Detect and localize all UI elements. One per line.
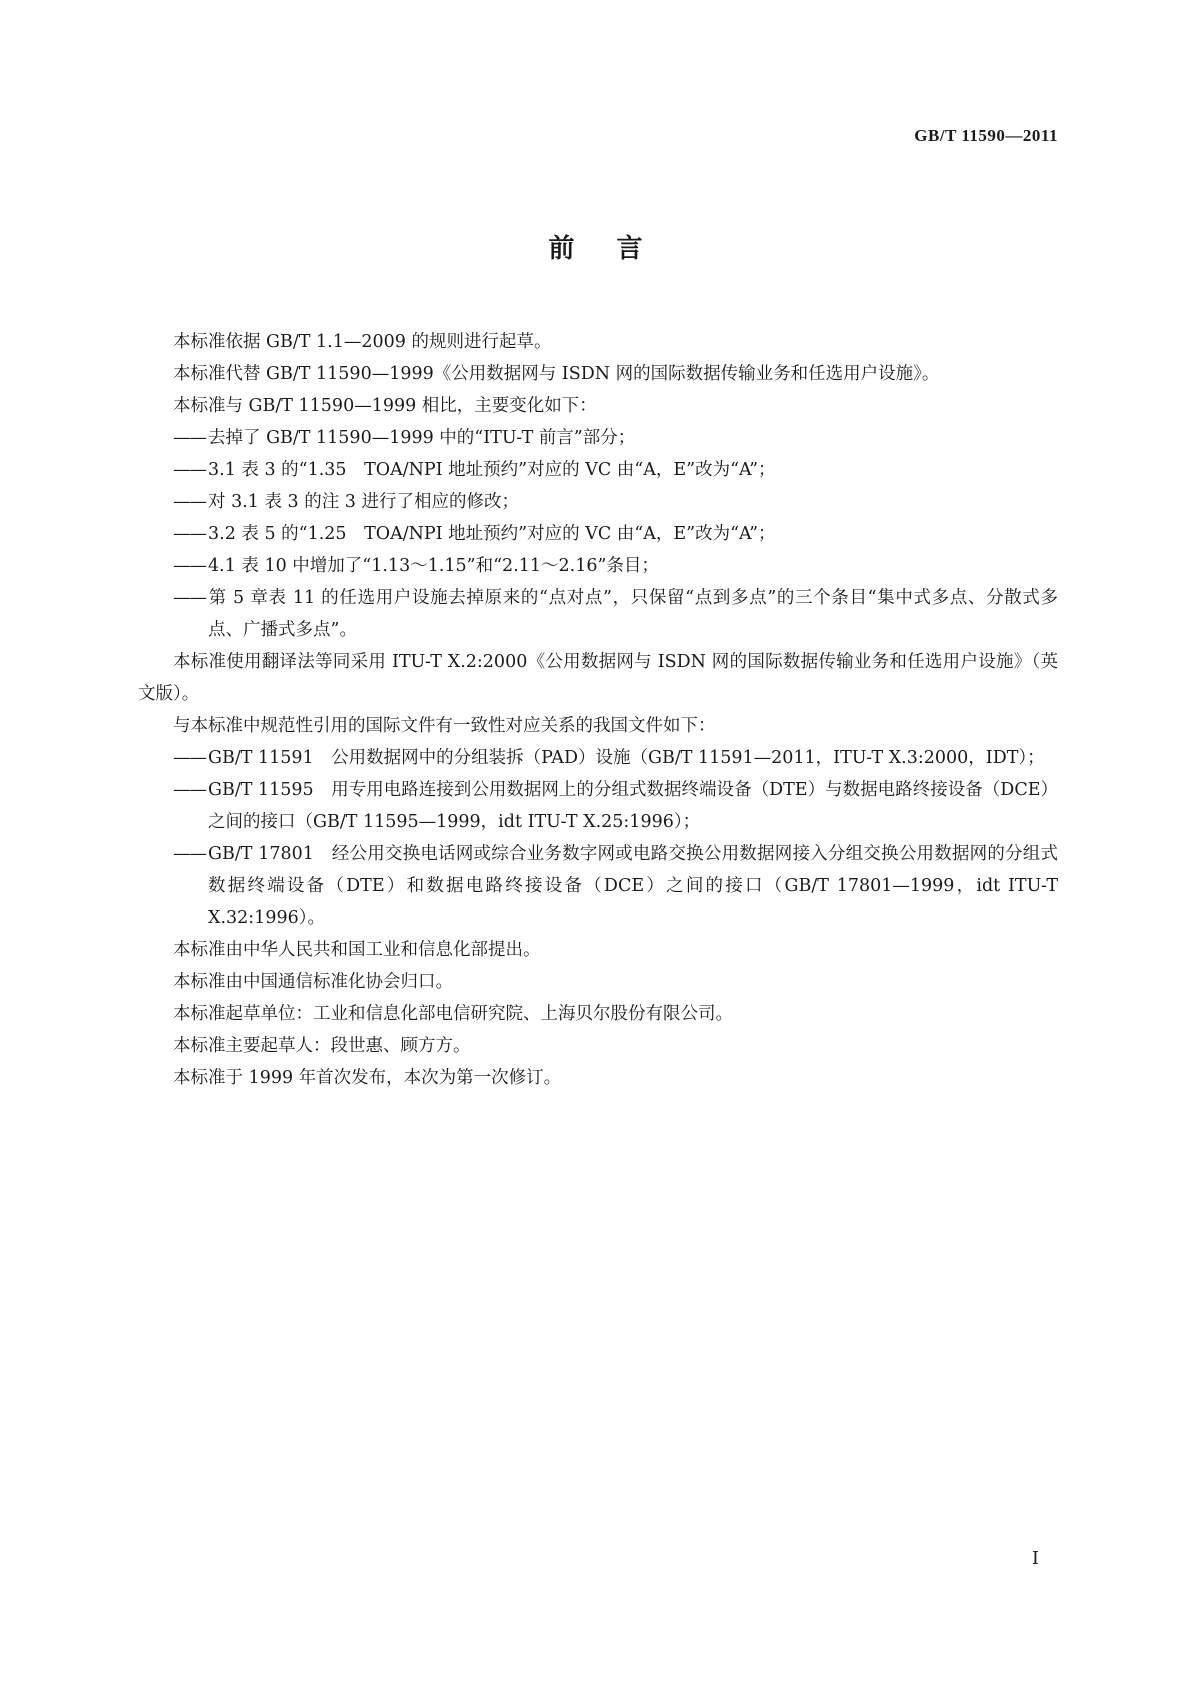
closing-paragraph: 本标准起草单位：工业和信息化部电信研究院、上海贝尔股份有限公司。 (173, 1004, 733, 1024)
page-number: I (1031, 1548, 1039, 1569)
adoption-paragraph: 本标准使用翻译法等同采用 ITU-T X.2:2000《公用数据网与 ISDN 网的国际数据传输业务和任选用户设施》（英文版）。 (138, 652, 1058, 704)
standard-code: GB/T 11590—2011 (914, 126, 1058, 145)
reference-item (138, 774, 1058, 838)
intro-paragraph: 本标准依据 GB/T 1.1—2009 的规则进行起草。 (173, 332, 552, 352)
change-item-text: 去掉了 GB/T 11590—1999 中的“ITU-T 前言”部分； (208, 428, 636, 448)
dash-mark: —— (173, 428, 206, 448)
dash-mark: —— (173, 556, 206, 576)
reference-item-text: GB/T 11595 用专用电路连接到公用数据网上的分组式数据终端设备（DTE）与数据电路终接设备（DCE）之间的接口（GB/T 11595—1999，idt ITU-T X.25:1996）； (208, 780, 1058, 832)
change-item (138, 422, 1058, 454)
change-item (138, 486, 1058, 518)
closing-paragraph: 本标准主要起草人：段世惠、顾方方。 (173, 1036, 471, 1056)
change-item (138, 550, 1058, 582)
change-item (138, 518, 1058, 550)
dash-mark: —— (173, 844, 206, 864)
closing-paragraph: 本标准由中国通信标准化协会归口。 (173, 972, 453, 992)
references-intro: 与本标准中规范性引用的国际文件有一致性对应关系的我国文件如下： (173, 716, 716, 736)
intro-paragraph: 本标准代替 GB/T 11590—1999《公用数据网与 ISDN 网的国际数据传输业务和任选用户设施》。 (173, 364, 940, 384)
dash-mark: —— (173, 524, 206, 544)
reference-item-text: GB/T 17801 经公用交换电话网或综合业务数字网或电路交换公用数据网接入分组交换公用数据网的分组式数据终端设备（DTE）和数据电路终接设备（DCE）之间的接口（GB/T 17801—1999，idt ITU-T X.32:1996）。 (208, 844, 1058, 928)
dash-mark: —— (173, 748, 206, 768)
dash-mark: —— (173, 588, 206, 608)
change-item-text: 对 3.1 表 3 的注 3 进行了相应的修改； (208, 492, 519, 512)
page-title: 前言 (548, 234, 685, 264)
reference-item-text: GB/T 11591 公用数据网中的分组装拆（PAD）设施（GB/T 11591—2011，ITU-T X.3:2000，IDT）； (208, 748, 1045, 768)
change-item-text: 4.1 表 10 中增加了“1.13～1.15”和“2.11～2.16”条目； (208, 556, 659, 576)
change-item-text: 第 5 章表 11 的任选用户设施去掉原来的“点对点”，只保留“点到多点”的三个条目“集中式多点、分散式多点、广播式多点”。 (208, 588, 1058, 640)
change-item-text: 3.1 表 3 的“1.35 TOA/NPI 地址预约”对应的 VC 由“A，E”改为“A”； (208, 460, 776, 480)
change-item (138, 454, 1058, 486)
reference-item (138, 838, 1058, 934)
closing-paragraph: 本标准于 1999 年首次发布，本次为第一次修订。 (173, 1068, 562, 1088)
dash-mark: —— (173, 460, 206, 480)
change-item-text: 3.2 表 5 的“1.25 TOA/NPI 地址预约”对应的 VC 由“A，E”改为“A”； (208, 524, 776, 544)
document-body (138, 326, 1058, 1094)
closing-paragraph: 本标准由中华人民共和国工业和信息化部提出。 (173, 940, 541, 960)
dash-mark: —— (173, 780, 206, 800)
change-item (138, 582, 1058, 646)
intro-paragraph: 本标准与 GB/T 11590—1999 相比，主要变化如下： (173, 396, 597, 416)
reference-item (138, 742, 1058, 774)
dash-mark: —— (173, 492, 206, 512)
